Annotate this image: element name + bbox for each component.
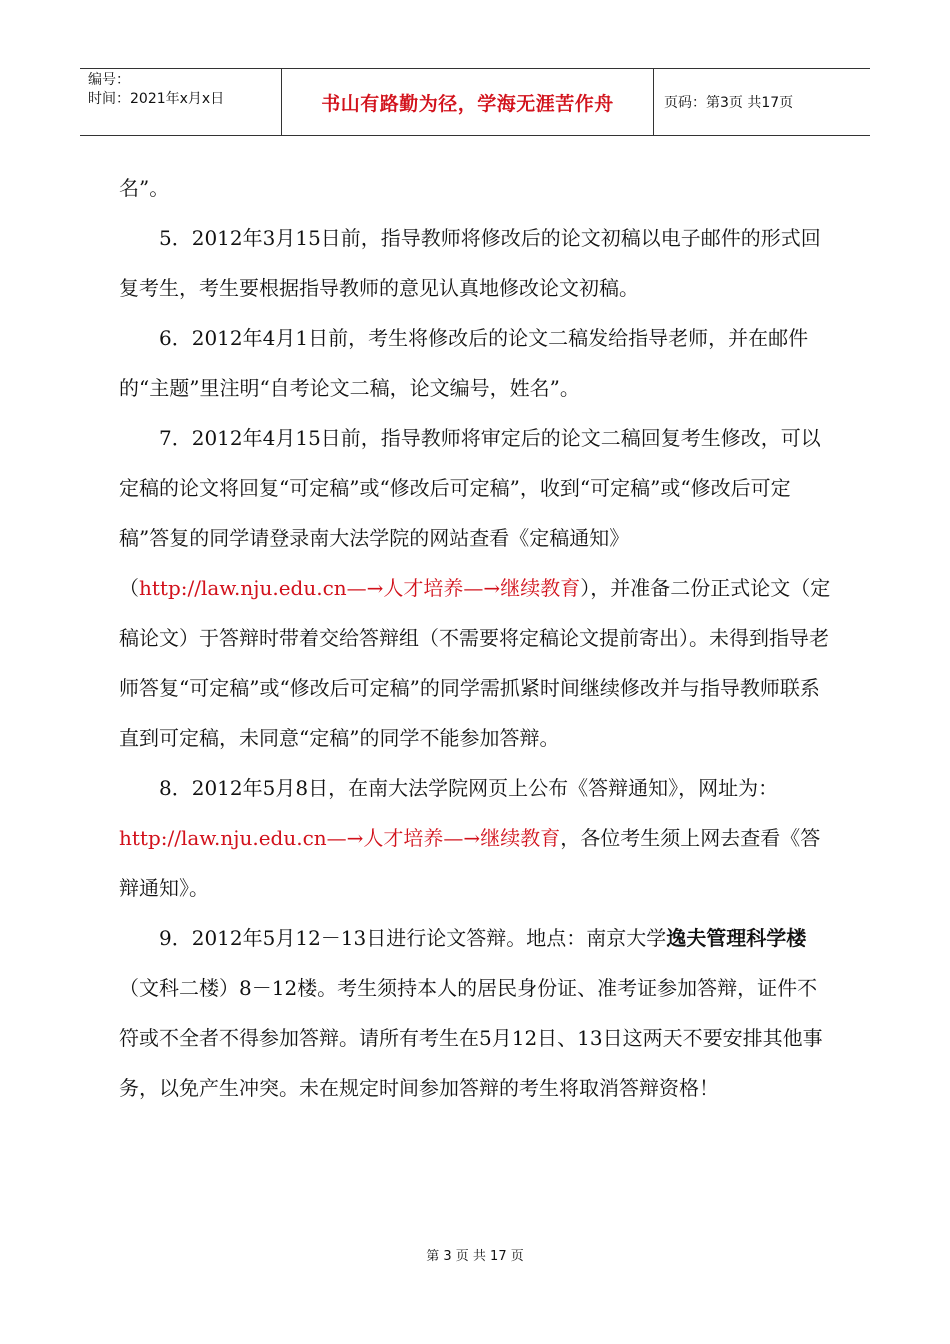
item-7-text-a: 7．2012年4月15日前，指导教师将审定后的论文二稿回复考生修改，可以定稿的论文将回复“可定稿”或“修改后可定稿”，收到“可定稿”或“修改后可定稿”答复的同学请登录南大法学院的网站查看《定稿通知》（	[119, 426, 821, 600]
paragraph-item-8	[119, 763, 832, 913]
header-meta	[80, 69, 282, 135]
document-body	[119, 163, 832, 1113]
item-7-link[interactable]: http://law.nju.edu.cn—→人才培养—→继续教育	[139, 576, 581, 600]
header-page-info: 页码：第3页 共17页	[664, 95, 794, 111]
item-9-text-b: （文科二楼）8－12楼。考生须持本人的居民身份证、准考证参加答辩，证件不符或不全者不得参加答辩。请所有考生在5月12日、13日这两天不要安排其他事务，以免产生冲突。未在规定时间参加答辩的考生将取消答辩资格！	[119, 976, 823, 1100]
serial-label: 编号：	[88, 72, 130, 88]
paragraph-item-6: 6．2012年4月1日前，考生将修改后的论文二稿发给指导老师，并在邮件的“主题”里注明“自考论文二稿，论文编号，姓名”。	[119, 326, 809, 400]
paragraph-item-9	[119, 913, 832, 1113]
page-header	[80, 68, 870, 136]
item-9-text-a: 9．2012年5月12－13日进行论文答辩。地点：南京大学	[159, 926, 667, 950]
item-8-text-b: ，各位考生须上网去查看《答辩通知》。	[119, 826, 821, 900]
item-8-text-a: 8．2012年5月8日，在南大法学院网页上公布《答辩通知》，网址为：	[159, 776, 779, 800]
item-8-link[interactable]: http://law.nju.edu.cn—→人才培养—→继续教育	[119, 826, 561, 850]
header-motto: 书山有路勤为径，学海无涯苦作舟	[282, 69, 654, 135]
item-7-text-b: ），并准备二份正式论文（定稿论文）于答辩时带着交给答辩组（不需要将定稿论文提前寄出）。未得到指导老师答复“可定稿”或“修改后可定稿”的同学需抓紧时间继续修改并与指导教师联系直到可定稿，未同意“定稿”的同学不能参加答辩。	[119, 576, 831, 750]
paragraph-item-5: 5．2012年3月15日前，指导教师将修改后的论文初稿以电子邮件的形式回复考生，考生要根据指导教师的意见认真地修改论文初稿。	[119, 226, 821, 300]
paragraph-continuation: 名”。	[119, 176, 170, 200]
paragraph-item-7	[119, 413, 832, 763]
time-label: 时间：2021年x月x日	[88, 91, 225, 107]
page-footer: 第 3 页 共 17 页	[426, 1249, 524, 1264]
item-9-building-name: 逸夫管理科学楼	[666, 926, 807, 950]
